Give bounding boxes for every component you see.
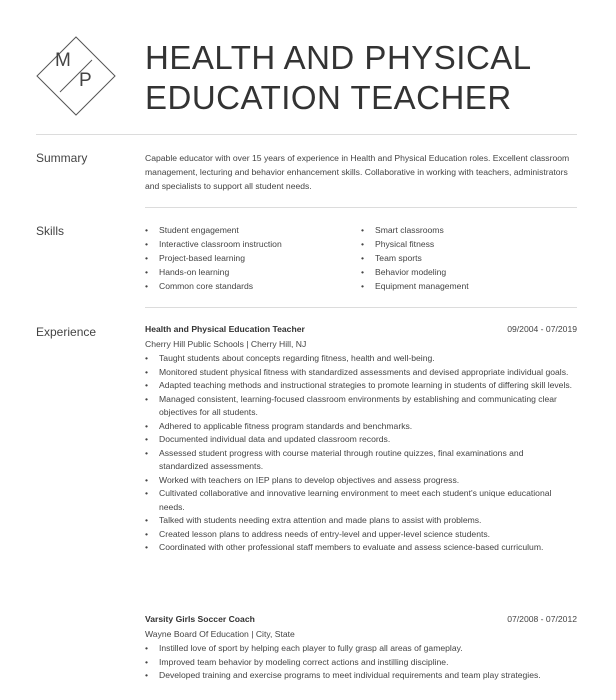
job-dates: 07/2008 - 07/2012: [507, 614, 577, 624]
divider: [145, 307, 577, 308]
skill-item: • Behavior modeling: [361, 265, 469, 279]
list-item: • Instilled love of sport by helping each player to fully grasp all areas of gameplay.: [145, 642, 574, 656]
job-title: Health and Physical Education Teacher: [145, 324, 305, 334]
skill-item: • Student engagement: [145, 223, 282, 237]
list-item: • Managed consistent, learning-focused classroom environments by establishing and communicating clear objectives for all students.: [145, 393, 574, 420]
skills-list-left: [145, 223, 282, 293]
title-line-2: EDUCATION TEACHER: [145, 79, 512, 116]
job-header: [145, 324, 577, 337]
list-item: • Improved team behavior by modeling correct actions and instilling discipline.: [145, 656, 574, 670]
list-item: • Documented individual data and updated classroom records.: [145, 433, 574, 447]
divider: [36, 134, 577, 135]
list-item: • Monitored student physical fitness with standardized assessments and devised appropriate individual goals.: [145, 366, 574, 380]
list-item: • Worked with teachers on IEP plans to develop objectives and assess progress.: [145, 474, 574, 488]
job-title: Varsity Girls Soccer Coach: [145, 614, 255, 624]
skill-item: • Interactive classroom instruction: [145, 237, 282, 251]
list-item: • Developed training and exercise programs to meet individual requirements and team play strategies.: [145, 669, 574, 683]
job-header: [145, 614, 577, 627]
list-item: • Adhered to applicable fitness program standards and benchmarks.: [145, 420, 574, 434]
list-item: • Assessed student progress with course material through routine quizzes, final examinations and standardized assessments.: [145, 447, 574, 474]
job-bullets: [145, 642, 577, 683]
list-item: • Coordinated with other professional staff members to evaluate and assess science-based curriculum.: [145, 541, 574, 555]
summary-text: Capable educator with over 15 years of experience in Health and Physical Education roles. Excellent classroom management, lecturing and behavior enhancement skills. Collaborative in working with teachers, administrators and specialists to support all student needs.: [145, 153, 570, 191]
skill-item: • Smart classrooms: [361, 223, 469, 237]
job-employer: Wayne Board Of Education | City, State: [145, 629, 295, 639]
list-item: • Taught students about concepts regarding fitness, health and well-being.: [145, 352, 574, 366]
list-item: • Adapted teaching methods and instructional strategies to promote learning in students of differing skill levels.: [145, 379, 574, 393]
job-dates: 09/2004 - 07/2019: [507, 324, 577, 334]
skill-item: • Common core standards: [145, 279, 282, 293]
monogram-logo: [36, 36, 116, 116]
skills-heading: Skills: [36, 224, 65, 238]
skill-item: • Physical fitness: [361, 237, 469, 251]
list-item: • Cultivated collaborative and innovative learning environment to meet each student's unique educational needs.: [145, 487, 574, 514]
job-entry: [145, 614, 577, 683]
experience-heading: Experience: [36, 325, 97, 339]
title-line-1: HEALTH AND PHYSICAL: [145, 39, 532, 76]
list-item: • Created lesson plans to address needs of entry-level and upper-level science students.: [145, 528, 574, 542]
skill-item: • Equipment management: [361, 279, 469, 293]
skill-item: • Project-based learning: [145, 251, 282, 265]
monogram-initial-last: P: [79, 70, 92, 91]
skill-item: • Hands-on learning: [145, 265, 282, 279]
divider: [145, 207, 577, 208]
skills-list-right: [361, 223, 469, 293]
skill-item: • Team sports: [361, 251, 469, 265]
monogram-initial-first: M: [55, 50, 71, 71]
diamond-frame-icon: [36, 36, 116, 116]
page-title: [145, 38, 532, 118]
job-bullets: [145, 352, 577, 555]
list-item: • Talked with students needing extra attention and made plans to assist with problems.: [145, 514, 574, 528]
job-entry: [145, 324, 577, 555]
job-employer: Cherry Hill Public Schools | Cherry Hill, NJ: [145, 339, 307, 349]
summary-heading: Summary: [36, 151, 88, 165]
